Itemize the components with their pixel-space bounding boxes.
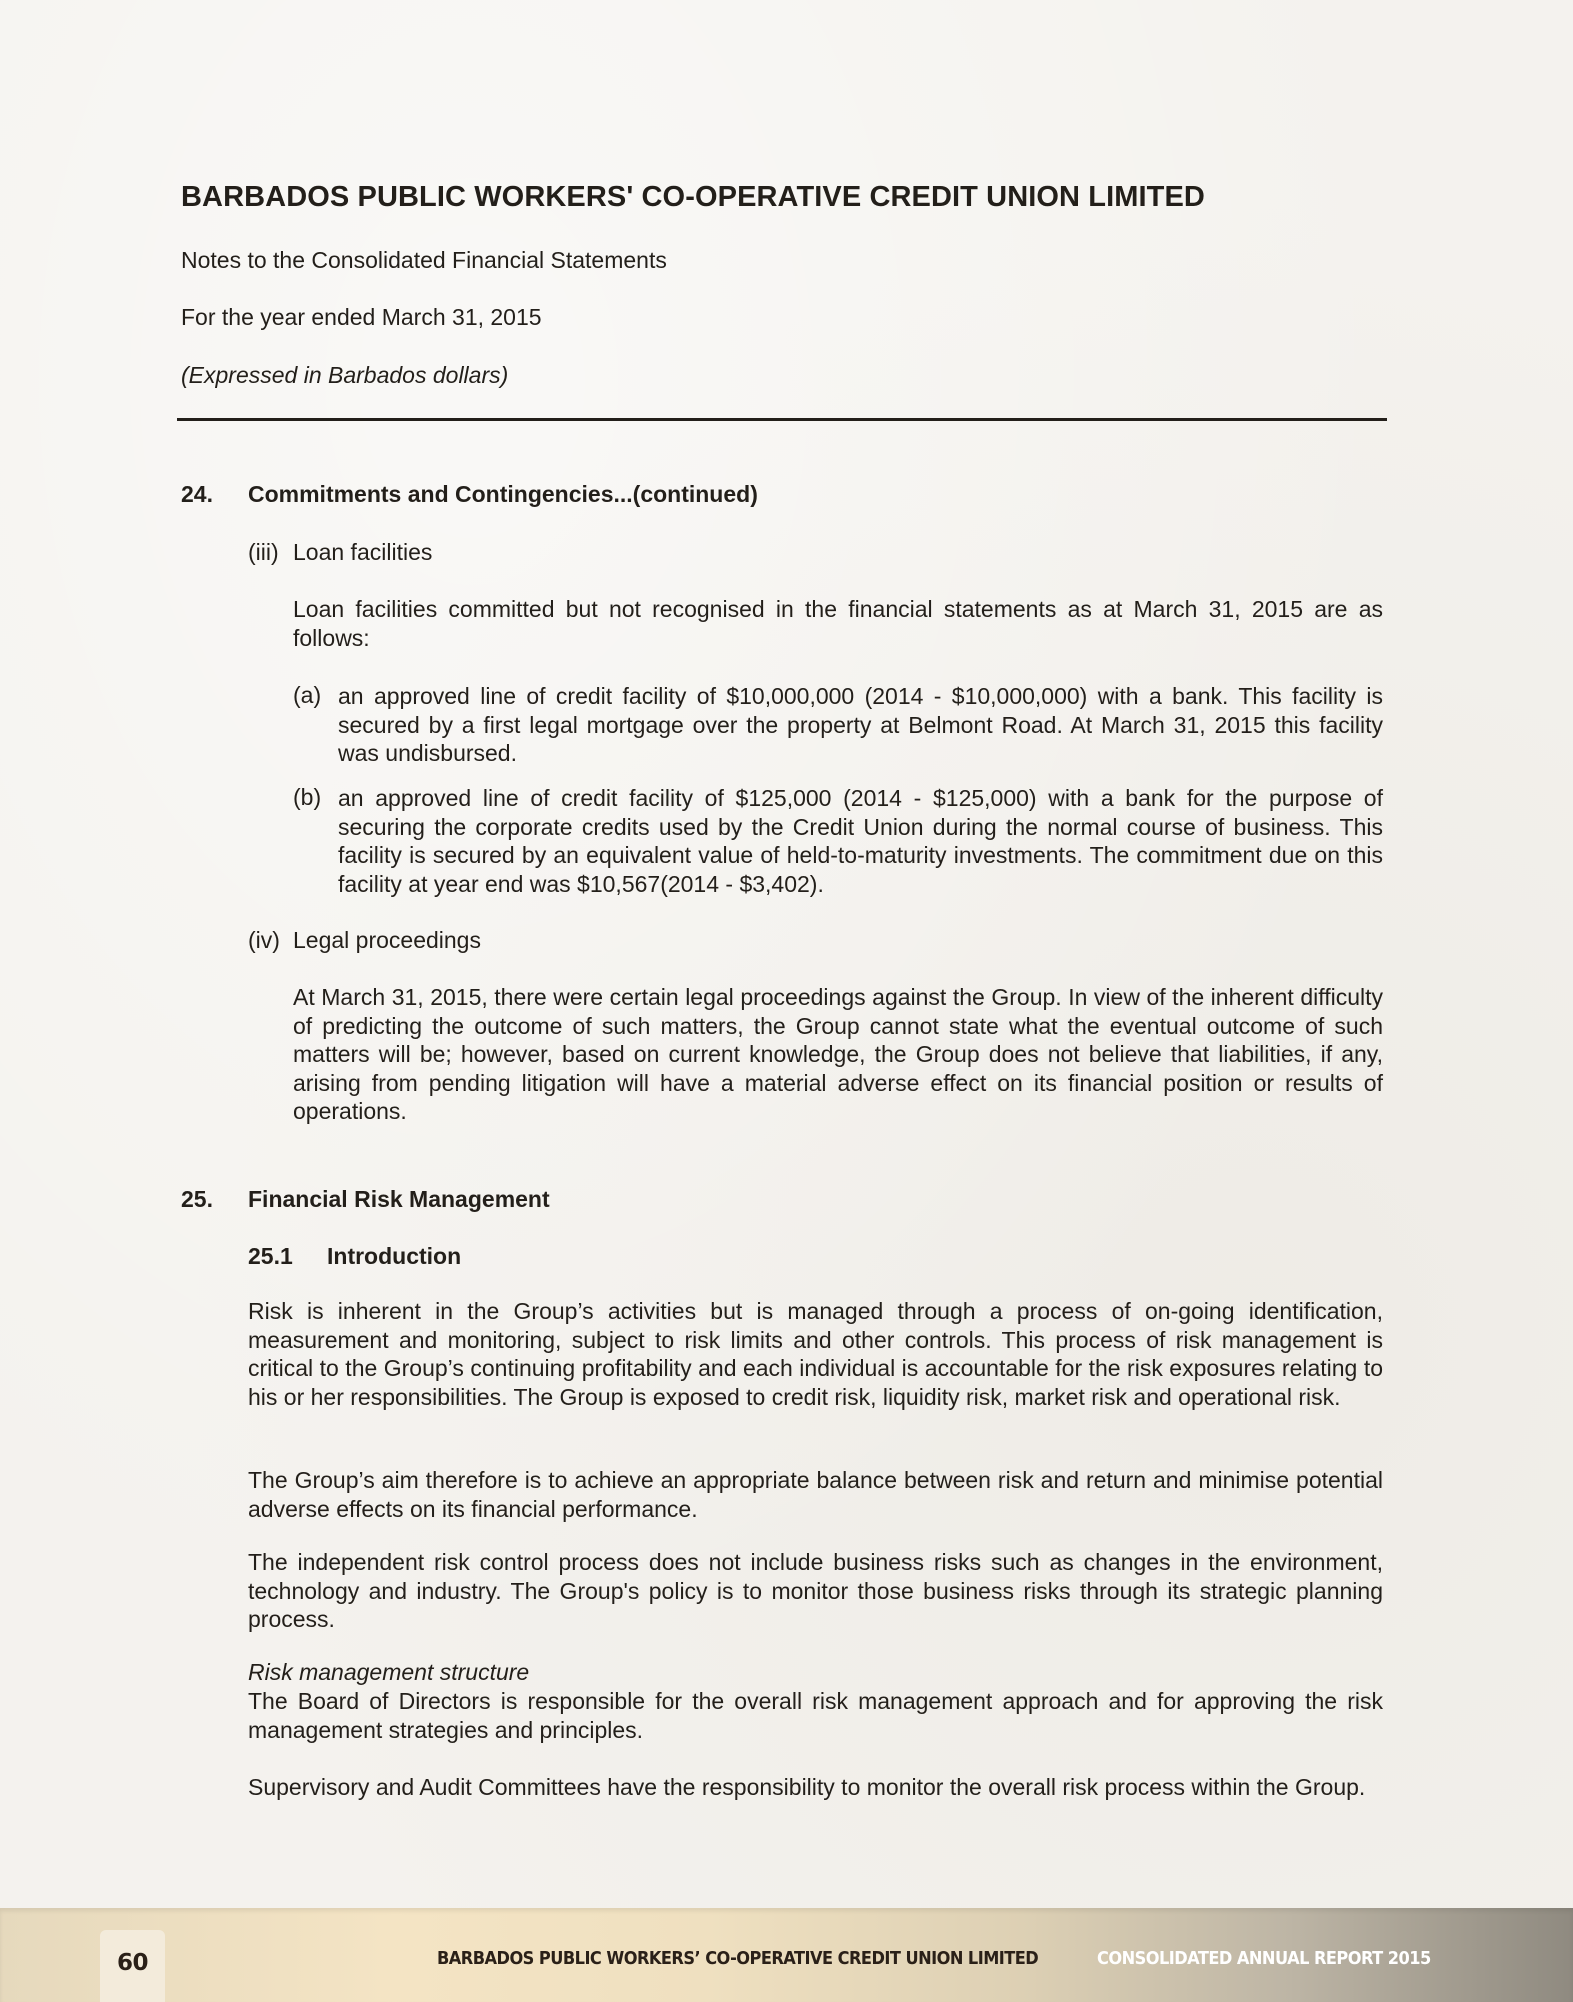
subitem-b-label: (b) [293,784,322,810]
section-24-title: Commitments and Contingencies...(continued) [248,481,758,507]
document-subtitle: Notes to the Consolidated Financial Statements [181,247,667,273]
subitem-a-label: (a) [293,682,322,708]
loan-facilities-intro: Loan facilities committed but not recognised in the financial statements as at March 31, 2015 are as follows: [293,596,1383,651]
section-25-title: Financial Risk Management [248,1186,550,1212]
subsection-25-1-number: 25.1 [248,1243,293,1269]
section-24-number: 24. [181,481,213,507]
footer-report-title: CONSOLIDATED ANNUAL REPORT 2015 [1097,1948,1431,1969]
item-iii-title: Loan facilities [293,539,433,565]
footer-organization: BARBADOS PUBLIC WORKERS’ CO-OPERATIVE CREDIT UNION LIMITED [437,1948,1039,1969]
subsection-25-1-title: Introduction [327,1243,462,1269]
document-title: BARBADOS PUBLIC WORKERS' CO-OPERATIVE CREDIT UNION LIMITED [181,181,1205,213]
item-iv-title: Legal proceedings [293,927,481,953]
risk-structure-paragraph-2: Supervisory and Audit Committees have the responsibility to monitor the overall risk process within the Group. [248,1774,1366,1800]
header-divider [177,418,1387,421]
intro-paragraph-3: The independent risk control process does not include business risks such as changes in the environment, technology and industry. The Group's policy is to monitor those business risks through its strategic planning process. [248,1549,1383,1632]
page-number: 60 [116,1950,148,1976]
section-25-number: 25. [181,1186,213,1212]
page-footer [0,1908,1573,2002]
item-iv-label: (iv) [248,927,280,953]
subitem-a-text: an approved line of credit facility of $10,000,000 (2014 - $10,000,000) with a bank. This facility is secured by a first legal mortgage over the property at Belmont Road. At March 31, 2015 this facility was undisbursed. [338,683,1383,766]
intro-paragraph-1: Risk is inherent in the Group’s activities but is managed through a process of on-going identification, measurement and monitoring, subject to risk limits and other controls. This process of risk management is critical to the Group’s continuing profitability and each individual is accountable for the risk exposures relating to his or her responsibilities. The Group is exposed to credit risk, liquidity risk, market risk and operational risk. [248,1298,1383,1410]
intro-paragraph-2: The Group’s aim therefore is to achieve an appropriate balance between risk and return and minimise potential adverse effects on its financial performance. [248,1467,1383,1522]
subitem-b-text: an approved line of credit facility of $125,000 (2014 - $125,000) with a bank for the purpose of securing the corporate credits used by the Credit Union during the normal course of business. This facility is secured by an equivalent value of held-to-maturity investments. The commitment due on this facility at year end was $10,567(2014 - $3,402). [338,785,1383,897]
reporting-period: For the year ended March 31, 2015 [181,304,542,330]
risk-structure-paragraph-1: The Board of Directors is responsible for the overall risk management approach and for approving the risk management strategies and principles. [248,1688,1383,1743]
risk-structure-heading: Risk management structure [248,1659,530,1685]
currency-note: (Expressed in Barbados dollars) [181,362,509,388]
item-iii-label: (iii) [248,539,279,565]
legal-proceedings-text: At March 31, 2015, there were certain legal proceedings against the Group. In view of the inherent difficulty of predicting the outcome of such matters, the Group cannot state what the eventual outcome of such matters will be; however, based on current knowledge, the Group does not believe that liabilities, if any, arising from pending litigation will have a material adverse effect on its financial position or results of operations. [293,984,1383,1124]
page-number-tab [100,1930,165,2002]
